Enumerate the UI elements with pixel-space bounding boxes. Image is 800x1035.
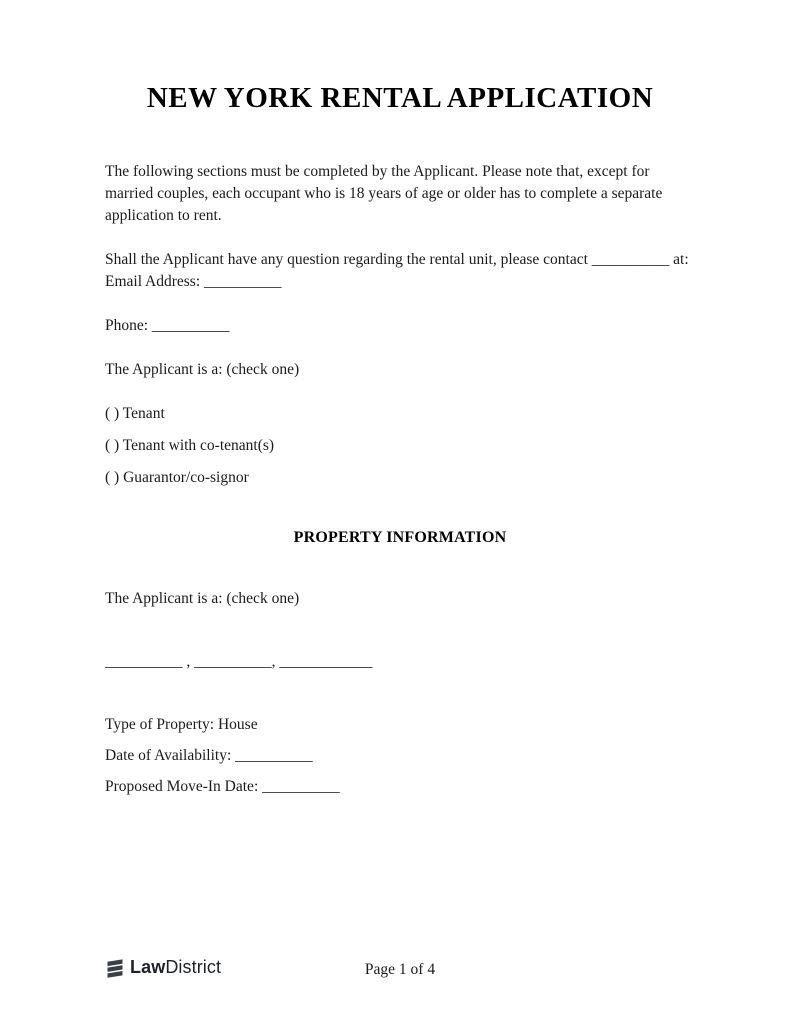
address-blank-line: __________ , __________, ____________ <box>105 653 373 670</box>
lawdistrict-logo-icon <box>105 958 125 978</box>
logo-text-law: Law <box>130 957 166 977</box>
phone-line: Phone: __________ <box>105 317 230 334</box>
document-body <box>0 161 800 798</box>
intro-paragraph: The following sections must be completed by the Applicant. Please note that, except for married couples, each occupant who is 18 years of age or older has to complete a separate application to rent. <box>105 163 663 224</box>
contact-line: Shall the Applicant have any question regarding the rental unit, please contact __________ at: <box>105 251 689 268</box>
page-number: Page 1 of 4 <box>364 961 436 978</box>
lawdistrict-wordmark <box>130 957 221 978</box>
checkbox-option-tenant-with-cotenants: ( ) Tenant with co-tenant(s) <box>105 437 275 454</box>
contact-paragraph <box>105 249 695 293</box>
document-title: NEW YORK RENTAL APPLICATION <box>146 82 654 114</box>
applicant-type-prompt: The Applicant is a: (check one) <box>105 361 300 378</box>
page-footer <box>105 957 695 983</box>
checkbox-option-tenant: ( ) Tenant <box>105 405 165 422</box>
date-of-availability-line: Date of Availability: __________ <box>105 747 313 764</box>
email-address-line: Email Address: __________ <box>105 273 282 290</box>
property-type-prompt: The Applicant is a: (check one) <box>105 590 300 607</box>
proposed-move-in-line: Proposed Move-In Date: __________ <box>105 778 340 795</box>
logo-text-district: District <box>165 957 222 977</box>
property-information-heading: PROPERTY INFORMATION <box>293 529 507 546</box>
property-type-line: Type of Property: House <box>105 716 258 733</box>
lawdistrict-logo <box>105 957 221 978</box>
checkbox-option-guarantor-cosignor: ( ) Guarantor/co-signor <box>105 469 249 486</box>
